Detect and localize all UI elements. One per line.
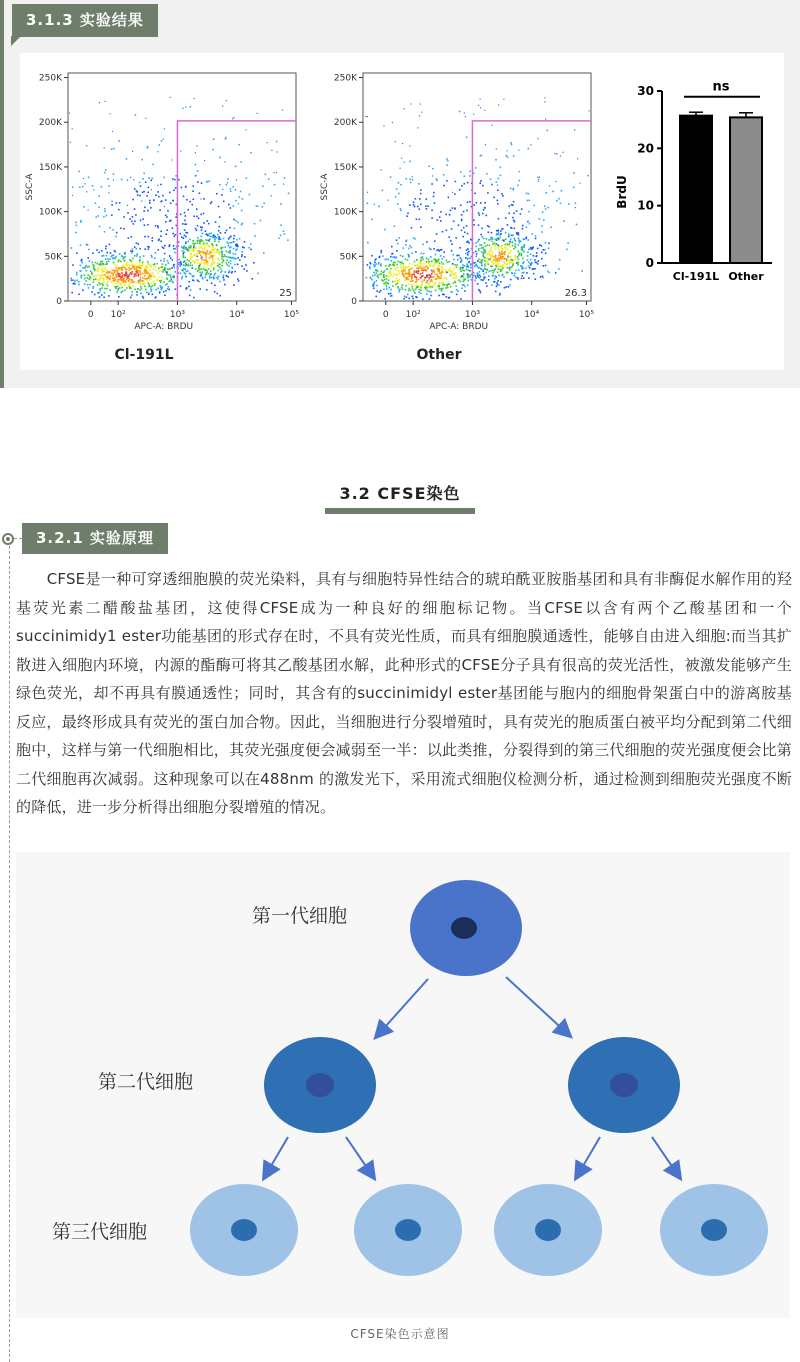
x-tick-label: 10² <box>405 310 421 320</box>
significance-label: ns <box>712 79 730 95</box>
plot-group-label: Other <box>416 347 462 363</box>
y-tick-label: 50K <box>44 252 62 263</box>
x-tick-label: 10³ <box>464 310 480 320</box>
x-tick-label: 10² <box>110 310 126 320</box>
y-tick-label: 0 <box>645 256 654 270</box>
cfse-principle-paragraph: CFSE是一种可穿透细胞膜的荧光染料，具有与细胞特异性结合的琥珀酰亚胺脂基团和具有非酶促水解作用的羟基荧光素二醋酸盐基团，这使得CFSE成为一种良好的细胞标记物。当CFSE以含有两个乙酸基团和一个succinimidy1 ester功能基团的形式存在时，不具有荧光性质，而具有细胞膜通透性，能够自由进入细胞:而当其扩散进入细胞内环境，内源的酯酶可将其乙酸基团水解，此种形式的CFSE分子具有很高的荧光活性，被激发能够产生绿色荧光，却不再具有膜通透性；同时，其含有的succinimidyl ester基团能与胞内的细胞骨架蛋白中的游离胺基反应，最终形成具有荧光的蛋白加合物。因此，当细胞进行分裂增殖时，具有荧光的胞质蛋白被平均分配到第二代细胞中，这样与第一代细胞相比，其荧光强度便会减弱至一半：以此类推，分裂得到的第三代细胞的荧光强度便会比第二代细胞再次减弱。这种现象可以在488nm 的激发光下，采用流式细胞仪检测分析，通过检测到细胞荧光强度不断的降低，进一步分析得出细胞分裂增殖的情况。 <box>16 570 792 816</box>
flow-plot-1 <box>25 73 299 363</box>
gate-percentage: 25 <box>279 288 292 299</box>
gen2-cell-left <box>264 1037 376 1133</box>
x-axis-label: APC-A: BRDU <box>134 322 194 332</box>
left-accent-rail <box>0 0 4 388</box>
gen2-label: 第二代细胞 <box>98 1071 194 1093</box>
gen2-cell-right <box>568 1037 680 1133</box>
arrow-icon <box>264 1137 288 1178</box>
gen3-cell-1 <box>190 1184 298 1276</box>
section-3-2-1-title: 3.2.1 实验原理 <box>22 523 168 554</box>
y-tick-label: 50K <box>339 252 357 263</box>
category-label: Cl-191L <box>672 270 720 283</box>
x-tick-label: 10³ <box>169 310 185 320</box>
section-bullet-icon <box>2 533 14 545</box>
y-axis-label: SSC-A <box>320 173 330 201</box>
x-tick-label: 0 <box>87 310 94 320</box>
arrow-icon <box>376 979 428 1037</box>
y-tick-label: 200K <box>333 118 357 129</box>
y-axis-label: SSC-A <box>25 173 35 201</box>
y-tick-label: 250K <box>38 73 62 84</box>
x-tick-label: 10⁴ <box>229 310 245 320</box>
cfse-diagram <box>16 852 790 1318</box>
arrow-icon <box>506 977 570 1036</box>
y-tick-label: 150K <box>38 162 62 173</box>
gen3-cell-2 <box>354 1184 462 1276</box>
section-3-2-title: 3.2 CFSE染色 <box>325 481 474 514</box>
y-tick-label: 0 <box>351 297 357 307</box>
gen3-cell-4 <box>660 1184 768 1276</box>
y-axis-label: BrdU <box>615 175 629 209</box>
y-tick-label: 100K <box>333 207 357 218</box>
y-tick-label: 10 <box>637 198 654 213</box>
x-tick-label: 0 <box>382 310 389 320</box>
x-tick-label: 10⁵ <box>283 310 299 320</box>
y-tick-label: 200K <box>38 118 62 129</box>
section-3-2-heading <box>0 481 800 514</box>
flow-plot-2 <box>320 73 594 363</box>
category-label: Other <box>728 270 764 283</box>
gen1-cell <box>410 880 522 976</box>
arrow-icon <box>652 1137 680 1178</box>
gen1-label: 第一代细胞 <box>252 905 348 927</box>
y-tick-label: 250K <box>333 73 357 84</box>
x-axis-label: APC-A: BRDU <box>429 322 489 332</box>
bar-1 <box>680 116 712 263</box>
y-tick-label: 30 <box>637 84 654 98</box>
dotted-rail <box>9 541 10 1362</box>
y-tick-label: 100K <box>38 207 62 218</box>
y-tick-label: 150K <box>333 162 357 173</box>
plot-group-label: Cl-191L <box>114 347 174 363</box>
cell-division-diagram <box>16 852 790 1318</box>
section-3-1-3-title: 3.1.3 实验结果 <box>12 4 158 37</box>
arrow-icon <box>346 1137 374 1178</box>
x-tick-label: 10⁵ <box>578 310 594 320</box>
x-tick-label: 10⁴ <box>524 310 540 320</box>
y-tick-label: 0 <box>56 297 62 307</box>
brdu-bar-chart <box>612 77 782 297</box>
gen3-label: 第三代细胞 <box>52 1221 148 1243</box>
y-tick-label: 20 <box>637 141 654 156</box>
bar-2 <box>730 117 762 263</box>
gen3-cell-3 <box>494 1184 602 1276</box>
gate-percentage: 26.3 <box>564 288 587 299</box>
diagram-caption: CFSE染色示意图 <box>350 1327 450 1341</box>
arrow-icon <box>576 1137 600 1178</box>
